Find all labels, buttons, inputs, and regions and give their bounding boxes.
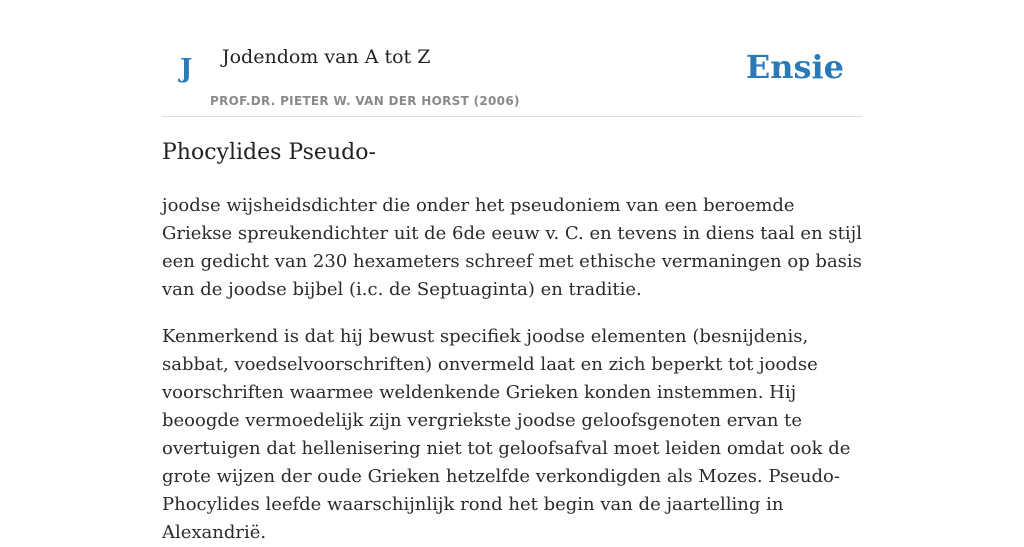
book-header: [162, 0, 862, 117]
ensie-logo[interactable]: Ensie: [745, 48, 844, 86]
entry-paragraph: Kenmerkend is dat hij bewust specifiek joodse elementen (besnijdenis, sabbat, voedselvoorschriften) onvermeld laat en zich beperkt tot joodse voorschriften waarmee weldenkende Grieken konden instemmen. Hij beoogde vermoedelijk zijn vergriekste joodse geloofsgenoten ervan te overtuigen dat hellenisering niet tot geloofsafval moet leiden omdat ook de grote wijzen der oude Grieken hetzelfde verkondigden als Mozes. Pseudo-Phocylides leefde waarschijnlijk rond het begin van de jaartelling in Alexandrië.: [162, 326, 851, 543]
book-author: PROF.DR. PIETER W. VAN DER HORST (2006): [210, 94, 520, 108]
entry-title: Phocylides Pseudo-: [162, 140, 376, 165]
book-initial-letter: J: [180, 54, 193, 84]
book-title-link[interactable]: Jodendom van A tot Z: [222, 46, 431, 68]
page-container: [162, 0, 862, 543]
entry-paragraph: joodse wijsheidsdichter die onder het pseudoniem van een beroemde Griekse spreukendichter uit de 6de eeuw v. C. en tevens in diens taal en stijl een gedicht van 230 hexameters schreef met ethische vermaningen op basis van de joodse bijbel (i.c. de Septuaginta) en traditie.: [162, 195, 862, 300]
